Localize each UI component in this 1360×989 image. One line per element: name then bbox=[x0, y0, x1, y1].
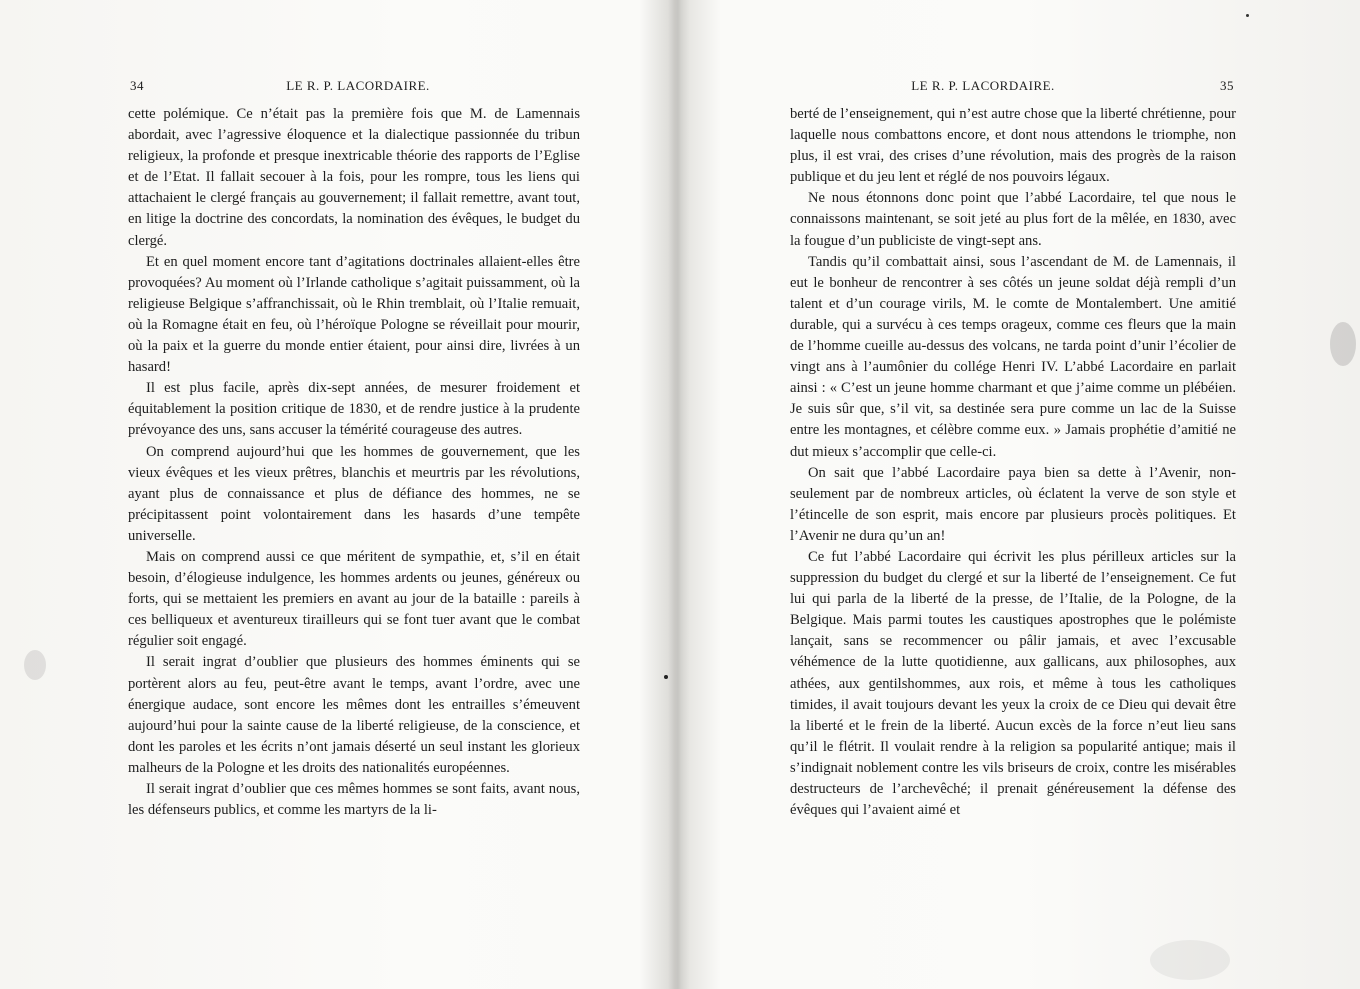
paper-spot bbox=[664, 675, 668, 679]
paragraph: Il serait ingrat d’oublier que ces mêmes hommes se sont faits, avant nous, les défenseurs publics, et comme les martyrs de la li- bbox=[128, 781, 580, 819]
right-page bbox=[790, 78, 1236, 821]
right-page-text bbox=[790, 104, 1236, 821]
paragraph: berté de l’enseignement, qui n’est autre chose que la liberté chrétienne, pour laquelle nous combattons encore, et dont nous attendons le triomphe, non plus, il est vrai, des crises d’une révolution, mais des progrès de la raison publique et du jeu lent et réglé de nos pouvoirs légaux. bbox=[790, 106, 1236, 186]
left-running-head bbox=[128, 78, 580, 98]
paragraph: Ne nous étonnons donc point que l’abbé Lacordaire, tel que nous le connaissons maintenant, se soit jeté au plus fort de la mêlée, en 1830, avec la fougue d’un publiciste de vingt-sept ans. bbox=[790, 190, 1236, 249]
paragraph: Mais on comprend aussi ce que méritent de sympathie, et, s’il en était besoin, d’élogieuse indulgence, les hommes ardents ou jeunes, généreux ou forts, qui se mettaient les premiers en avant au jour de la bataille : pareils à ces belliqueux et aventureux tirailleurs qui se font tuer avant que le combat régulier soit engagé. bbox=[128, 548, 580, 650]
paper-spot bbox=[1330, 322, 1356, 366]
right-page-number: 35 bbox=[1220, 78, 1234, 93]
left-page-number: 34 bbox=[130, 78, 144, 93]
book-gutter bbox=[668, 0, 690, 989]
paper-spot bbox=[1246, 14, 1249, 17]
paper-spot bbox=[24, 650, 46, 680]
right-running-head bbox=[790, 78, 1236, 98]
paragraph: Il est plus facile, après dix-sept années, de mesurer froidement et équitablement la position critique de 1830, et de rendre justice à la prudente prévoyance des uns, sans accuser la témérité courageuse des autres. bbox=[128, 380, 580, 439]
paragraph: Tandis qu’il combattait ainsi, sous l’ascendant de M. de Lamennais, il eut le bonheur de rencontrer à ses côtés un jeune soldat déjà rempli d’un talent et d’un courage virils, M. le comte de Montalembert. Une amitié durable, qui a survécu à ces temps orageux, comme ces fleurs que la main de l’homme cueille au-dessus des volcans, ne tarda point d’unir l’écolier de vingt ans à l’aumônier du collége Henri IV. L’abbé Lacordaire en parlait ainsi : « C’est un jeune homme charmant et que j’aime comme un plébéien. Je suis sûr que, s’il vit, sa destinée sera pure comme un lac de la Suisse entre les montagnes, et célèbre comme eux. » Jamais prophétie d’amitié ne dut mieux s’accomplir que celle-ci. bbox=[790, 253, 1236, 460]
left-running-title: LE R. P. LACORDAIRE. bbox=[286, 78, 430, 93]
paragraph: cette polémique. Ce n’était pas la première fois que M. de Lamennais abordait, avec l’agressive éloquence et la dialectique passionnée du tribun religieux, la profonde et presque inextricable théorie des rapports de l’Eglise et de l’Etat. Il fallait secouer à la fois, pour les rompre, tous les liens qui attachaient le clergé français au gouvernement; il fallait remettre, avant tout, en litige la doctrine des concordats, la nomination des évêques, le budget du clergé. bbox=[128, 106, 580, 249]
paragraph: On comprend aujourd’hui que les hommes de gouvernement, que les vieux évêques et les vieux prêtres, blanchis et meurtris par les révolutions, ayant plus de connaissance et plus de défiance des hommes, ne se précipitassent point volontairement dans les hasards d’une tempête universelle. bbox=[128, 443, 580, 544]
paragraph: Et en quel moment encore tant d’agitations doctrinales allaient-elles être provoquées? Au moment où l’Irlande catholique s’agitait puissamment, où la religieuse Belgique s’affranchissait, où le Rhin tremblait, où l’Italie remuait, où la Romagne était en feu, où l’héroïque Pologne se réveillait pour mourir, où la paix et la guerre du monde entier étaient, pour ainsi dire, livrées à un hasard! bbox=[128, 253, 580, 376]
paragraph: On sait que l’abbé Lacordaire paya bien sa dette à l’Avenir, non-seulement par de nombreux articles, où éclatent la verve de son style et l’étincelle de son esprit, mais encore par plusieurs procès politiques. Et l’Avenir ne dura qu’un an! bbox=[790, 464, 1236, 544]
paragraph: Ce fut l’abbé Lacordaire qui écrivit les plus périlleux articles sur la suppression du budget du clergé et sur la liberté de l’enseignement. Ce fut lui qui parla de la liberté de la presse, de l’Italie, de la Pologne, de la Belgique. Mais parmi toutes les caustiques apostrophes que le polémiste lançait, sans se recommencer ou pâlir jamais, et avec l’excusable véhémence de la lutte quotidienne, aux gallicans, aux philosophes, aux athées, aux gentilshommes, aux rois, et même à tous les catholiques timides, il avait toujours devant les yeux la croix de ce Dieu qui devait être la liberté et le frein de la liberté. Aucun excès de la force n’eut lieu sans qu’il le flétrit. Il voulait rendre à la religion sa popularité antique; mais il s’indignait noblement contre les vils briseurs de croix, contre les misérables destructeurs de l’archevêché; il prenait généreusement la défense des évêques qui l’avaient aimé et bbox=[790, 548, 1236, 819]
left-page bbox=[128, 78, 580, 821]
left-page-text bbox=[128, 104, 580, 821]
right-running-title: LE R. P. LACORDAIRE. bbox=[911, 78, 1055, 93]
paragraph: Il serait ingrat d’oublier que plusieurs des hommes éminents qui se portèrent alors au feu, peut-être avant le temps, avant l’ordre, avec une énergique audace, sont encore les mêmes dont les entrailles s’émeuvent aujourd’hui pour la sainte cause de la liberté religieuse, de la conscience, et dont les paroles et les écrits n’ont jamais déserté un seul instant les glorieux malheurs de la Pologne et les droits des nationalités européennes. bbox=[128, 654, 580, 776]
paper-spot bbox=[1150, 940, 1230, 980]
